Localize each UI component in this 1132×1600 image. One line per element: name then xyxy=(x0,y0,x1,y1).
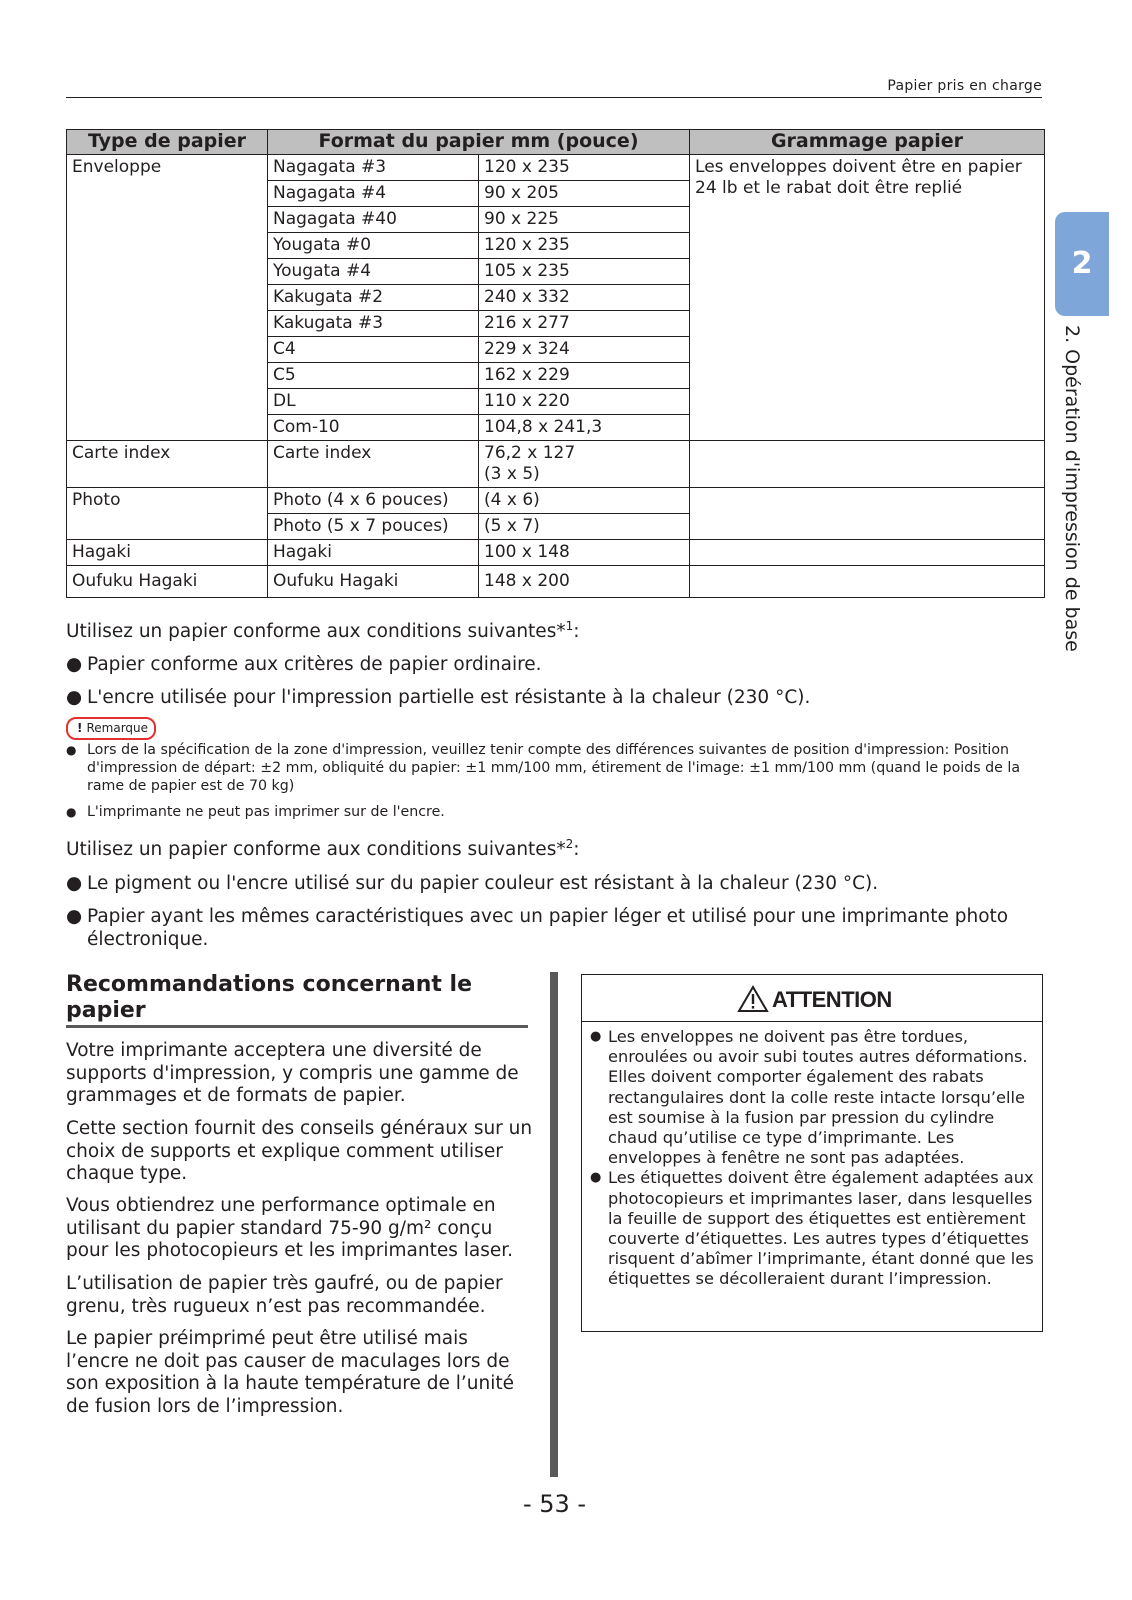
size-inch: (3 x 5) xyxy=(484,464,540,484)
intro-text: Utilisez un papier conforme aux conditions suivantes* xyxy=(66,839,566,861)
cell-name: Com-10 xyxy=(268,415,479,441)
cell-size: 229 x 324 xyxy=(479,337,690,363)
table-row xyxy=(67,155,1045,181)
header-weight: Grammage papier xyxy=(690,130,1045,155)
cell-weight: Les enveloppes doivent être en papier 24 lb et le rabat doit être replié xyxy=(690,155,1045,441)
paragraph: Le papier préimprimé peut être utilisé mais l’encre ne doit pas causer de maculages lors de son exposition à la haute température de l’unité de fusion lors de l’impression. xyxy=(66,1328,515,1417)
attention-item xyxy=(582,1168,1042,1289)
running-header: Papier pris en charge xyxy=(887,78,1042,94)
heading-rule xyxy=(66,1025,528,1028)
note-badge xyxy=(66,717,156,740)
note-item-text: L'imprimante ne peut pas imprimer sur de l'encre. xyxy=(87,804,445,820)
cell-size: 216 x 277 xyxy=(479,311,690,337)
cell-size: 148 x 200 xyxy=(479,566,690,598)
attention-item xyxy=(582,1027,1042,1168)
cell-size: 90 x 205 xyxy=(479,181,690,207)
cell-weight xyxy=(690,540,1045,566)
bullet-icon: ● xyxy=(590,1029,602,1044)
cell-name: C5 xyxy=(268,363,479,389)
page-number: - 53 - xyxy=(522,1490,587,1518)
cell-type: Photo xyxy=(67,488,268,540)
note-icon: ! xyxy=(77,721,83,735)
bullet-icon: ● xyxy=(590,1170,602,1186)
header-rule xyxy=(66,97,1042,98)
cell-name: Kakugata #3 xyxy=(268,311,479,337)
attention-list xyxy=(582,1027,1042,1290)
cell-name: Carte index xyxy=(268,441,479,488)
bullet-icon: ● xyxy=(66,805,77,819)
column-divider xyxy=(550,972,558,1477)
table-row xyxy=(67,566,1045,598)
paragraph: L’utilisation de papier très gaufré, ou de papier grenu, très rugueux n’est pas recommandée. xyxy=(66,1273,503,1317)
cell-name: Yougata #4 xyxy=(268,259,479,285)
bullet-icon: ● xyxy=(66,654,83,675)
cell-weight xyxy=(690,441,1045,488)
cell-size: 105 x 235 xyxy=(479,259,690,285)
list-item-text: Papier ayant les mêmes caractéristiques avec un papier léger et utilisé pour une imprimante photo électronique. xyxy=(87,906,1009,950)
cell-size xyxy=(479,441,690,488)
paragraph: Vous obtiendrez une performance optimale en utilisant du papier standard 75-90 g/m² conçu pour les photocopieurs et les imprimantes laser. xyxy=(66,1195,514,1261)
list-item-text: L'encre utilisée pour l'impression partielle est résistante à la chaleur (230 °C). xyxy=(87,687,811,708)
conditions-intro-2 xyxy=(66,833,579,861)
chapter-title: 2. Opération d'impression de base xyxy=(1061,325,1083,652)
attention-header xyxy=(582,975,1042,1022)
cell-name: Photo (5 x 7 pouces) xyxy=(268,514,479,540)
cell-size: (4 x 6) xyxy=(479,488,690,514)
bullet-icon: ● xyxy=(66,873,83,894)
attention-box xyxy=(581,974,1043,1332)
footnote-mark: 2 xyxy=(565,837,574,851)
table-header-row xyxy=(67,130,1045,155)
size-mm: 76,2 x 127 xyxy=(484,443,576,463)
cell-type: Oufuku Hagaki xyxy=(67,566,268,598)
cell-type: Enveloppe xyxy=(67,155,268,441)
cell-name: C4 xyxy=(268,337,479,363)
cell-size: 100 x 148 xyxy=(479,540,690,566)
cell-size: 104,8 x 241,3 xyxy=(479,415,690,441)
table-row xyxy=(67,540,1045,566)
cell-name: Oufuku Hagaki xyxy=(268,566,479,598)
intro-tail: : xyxy=(573,621,580,643)
attention-item-text: Les enveloppes ne doivent pas être tordues, enroulées ou avoir subi toutes autres déformations. Elles doivent comporter également des rabats rectangulaires dont la colle reste intacte lorsqu’elle est soumise à la fusion par pression du cylindre chaud qu’utilise ce type d’imprimante. Les enveloppes à fenêtre ne sont pas adaptées. xyxy=(608,1027,1028,1168)
attention-item-text: Les étiquettes doivent être également adaptées aux photocopieurs et imprimantes laser, dans lesquelles la feuille de support des étiquettes est entièrement couverte d’étiquettes. Les autres types d’étiquettes risquent d’abîmer l’imprimante, étant donné que les étiquettes se décolleraient durant l’impression. xyxy=(608,1168,1034,1289)
cell-name: Nagagata #3 xyxy=(268,155,479,181)
cell-weight xyxy=(690,566,1045,598)
cell-size: 240 x 332 xyxy=(479,285,690,311)
bullet-icon: ● xyxy=(66,906,83,927)
cell-size: (5 x 7) xyxy=(479,514,690,540)
warning-icon xyxy=(737,985,769,1013)
cell-name: Nagagata #4 xyxy=(268,181,479,207)
cell-size: 120 x 235 xyxy=(479,233,690,259)
cell-type: Hagaki xyxy=(67,540,268,566)
header-type: Type de papier xyxy=(67,130,268,155)
paragraph: Cette section fournit des conseils généraux sur un choix de supports et explique comment utiliser chaque type. xyxy=(66,1118,533,1184)
section-heading: Recommandations concernant le papier xyxy=(66,972,472,1023)
attention-title: ATTENTION xyxy=(772,987,892,1012)
cell-type: Carte index xyxy=(67,441,268,488)
paper-types-table xyxy=(66,129,1045,598)
list-item-text: Papier conforme aux critères de papier ordinaire. xyxy=(87,654,542,675)
cell-size: 110 x 220 xyxy=(479,389,690,415)
bullet-icon: ● xyxy=(66,743,77,757)
bullet-icon: ● xyxy=(66,687,83,708)
cell-name: Kakugata #2 xyxy=(268,285,479,311)
cell-name: Hagaki xyxy=(268,540,479,566)
cell-size: 90 x 225 xyxy=(479,207,690,233)
conditions-intro-1 xyxy=(66,615,579,643)
cell-name: Photo (4 x 6 pouces) xyxy=(268,488,479,514)
footnote-mark: 1 xyxy=(565,619,574,633)
cell-size: 120 x 235 xyxy=(479,155,690,181)
intro-text: Utilisez un papier conforme aux conditions suivantes* xyxy=(66,621,566,643)
cell-name: Nagagata #40 xyxy=(268,207,479,233)
paragraph: Votre imprimante acceptera une diversité de supports d'impression, y compris une gamme de grammages et de formats de papier. xyxy=(66,1040,519,1106)
intro-tail: : xyxy=(573,839,580,861)
note-item-text: Lors de la spécification de la zone d'impression, veuillez tenir compte des différences suivantes de position d'impression: Position d'impression de départ: ±2 mm, obliquité du papier: ±1 mm/100 mm, étirement de l'image: ±1 mm/100 mm (quand le poids de la rame de papier est de 70 kg) xyxy=(87,742,1021,794)
cell-name: Yougata #0 xyxy=(268,233,479,259)
chapter-tab[interactable]: 2 xyxy=(1055,212,1109,316)
cell-name: DL xyxy=(268,389,479,415)
header-format: Format du papier mm (pouce) xyxy=(268,130,690,155)
cell-weight xyxy=(690,488,1045,540)
cell-size: 162 x 229 xyxy=(479,363,690,389)
table-row xyxy=(67,441,1045,488)
note-label: Remarque xyxy=(86,721,149,735)
table-row xyxy=(67,488,1045,514)
list-item-text: Le pigment ou l'encre utilisé sur du papier couleur est résistant à la chaleur (230 °C). xyxy=(87,873,879,894)
